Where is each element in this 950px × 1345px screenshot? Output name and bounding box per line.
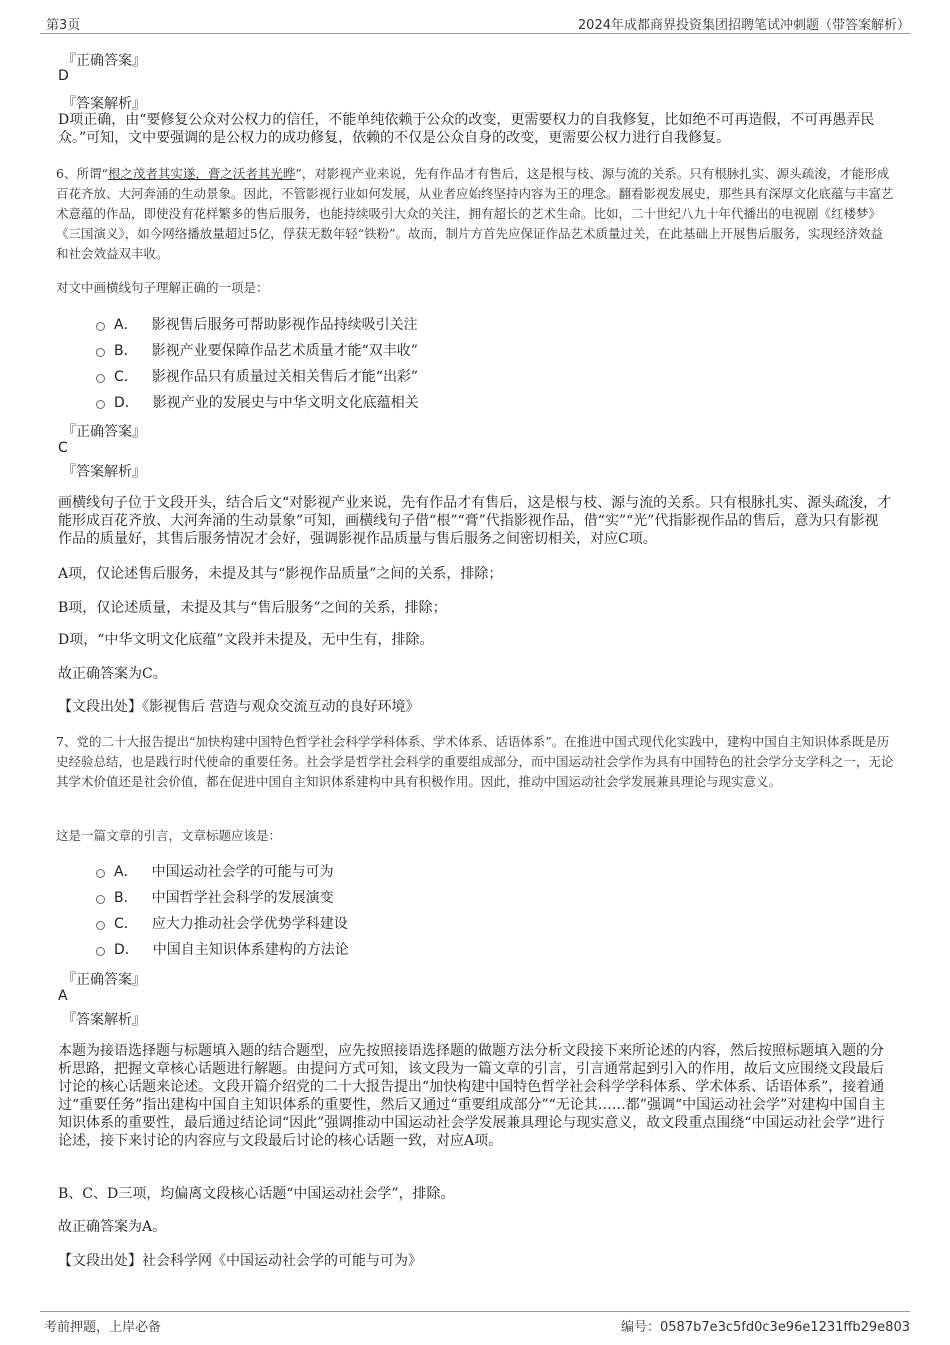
question-7-stem: 7、党的二十大报告提出“加快构建中国特色哲学社会科学学科体系、学术体系、话语体系”。在推进中国式现代化实践中，建构中国自主知识体系既是历史经验总结，也是践行时代使命的重要任务。社会学是哲学社会科学的重要组成部分，而中国运动社会学作为具有中国特色的社会学分支学科之一，无论其学术价值还是社会价值，都在促进中国自主知识体系建构中具有积极作用。因此，推动中国运动社会学发展兼具理论与现实意义。 [56,734,894,789]
analysis-label: 『答案解析』 [62,96,146,112]
analysis-text: D项正确，由“要修复公众对公权力的信任，不能单纯依赖于公众的改变，更需要权力的自我修复，比如绝不可再造假，不可再愚弄民众。”可知，文中要强调的是公权力的成功修复，依赖的不仅是公众自身的改变，更需要公权力进行自我修复。 [58,112,875,146]
analysis-text: A项，仅论述售后服务，未提及其与“影视作品质量”之间的关系，排除； [58,566,503,582]
q7-option-b[interactable]: B． 中国哲学社会科学的发展演变 [96,887,334,907]
q6-option-d[interactable]: D． 影视产业的发展史与中华文明文化底蕴相关 [96,392,419,412]
analysis-text: 故正确答案为C。 [58,666,167,682]
radio-icon[interactable] [96,895,105,904]
analysis-text: 本题为接语选择题与标题填入题的结合题型，应先按照接语选择题的做题方法分析文段接下来所论述的内容，然后按照标题填入题的分析思路，把握文章核心话题进行解题。由提问方式可知，该文段为一篇文章的引言，引言通常起到引入的作用，故后文应围绕文段最后讨论的核心话题来论述。文段开篇介绍党的二十大报告提出“加快构建中国特色哲学社会科学学科体系、学术体系、话语体系”，接着通过“重要任务”指出建构中国自主知识体系的重要性，然后又通过“重要组成部分”“无论其……都”强调“中国运动社会学”对建构中国自主知识体系的重要性，最后通过结论词“因此”强调推动中国运动社会学发展兼具理论与现实意义，故文段重点围绕“中国运动社会学”进行论述，接下来讨论的内容应与文段最后讨论的核心话题一致，对应A项。 [58,1043,886,1149]
footer-divider [40,1311,910,1312]
document-title: 2024年成都商界投资集团招聘笔试冲刺题（带答案解析） [577,18,910,33]
document-code: 编号：0587b7e3c5fd0c3e96e1231ffb29e803 [621,1320,910,1335]
analysis-label: 『答案解析』 [62,1012,146,1028]
question-7-prompt: 这是一篇文章的引言，文章标题应该是： [56,828,282,843]
radio-icon[interactable] [96,374,105,383]
page-header [40,14,910,32]
q6-option-b[interactable]: B． 影视产业要保障作品艺术质量才能“双丰收” [96,340,418,360]
analysis-text: D项，“中华文明文化底蕴”文段并未提及，无中生有，排除。 [58,632,434,648]
radio-icon[interactable] [96,348,105,357]
answer-label: 『正确答案』 [62,972,146,988]
analysis-label: 『答案解析』 [62,464,146,480]
radio-icon[interactable] [96,322,105,331]
q7-option-d[interactable]: D． 中国自主知识体系建构的方法论 [96,939,349,959]
question-6-prompt: 对文中画横线句子理解正确的一项是： [56,280,269,295]
q6-option-c[interactable]: C． 影视作品只有质量过关相关售后才能“出彩” [96,366,418,386]
radio-icon[interactable] [96,921,105,930]
answer-value: A [58,988,68,1004]
answer-label: 『正确答案』 [62,53,146,69]
radio-icon[interactable] [96,400,105,409]
page-footer [40,1316,910,1334]
page-number: 第3页 [46,18,81,33]
radio-icon[interactable] [96,869,105,878]
analysis-text: B项，仅论述质量，未提及其与“售后服务”之间的关系，排除； [58,600,447,616]
answer-value: D [58,68,69,84]
analysis-text: B、C、D三项，均偏离文段核心话题“中国运动社会学”，排除。 [58,1186,455,1202]
header-divider [40,33,910,34]
q6-option-a[interactable]: A． 影视售后服务可帮助影视作品持续吸引关注 [96,314,418,334]
q7-option-c[interactable]: C． 应大力推动社会学优势学科建设 [96,913,348,933]
radio-icon[interactable] [96,947,105,956]
question-6-stem: 6、所谓“根之茂者其实遂，膏之沃者其光晔”，对影视产业来说，先有作品才有售后，这是根与枝、源与流的关系。只有根脉扎实、源头疏浚，才能形成百花齐放、大河奔涌的生动景象。因此，不管影视行业如何发展，从业者应始终坚持内容为王的理念。翻看影视发展史，那些具有深厚文化底蕴与丰富艺术意蕴的作品，即使没有花样繁多的售后服务，也能持续吸引大众的关注，拥有超长的艺术生命。比如，二十世纪八九十年代播出的电视剧《红楼梦》《三国演义》，如今网络播放量超过5亿，俘获无数年轻“铁粉”。故而，制片方首先应保证作品艺术质量过关，在此基础上开展售后服务，实现经济效益和社会效益双丰收。 [56,166,894,261]
source-citation: 【文段出处】《影视售后 营造与观众交流互动的良好环境》 [58,699,420,715]
footer-slogan: 考前押题，上岸必备 [44,1320,162,1335]
answer-value: C [58,440,68,456]
source-citation: 【文段出处】社会科学网《中国运动社会学的可能与可为》 [58,1253,422,1269]
q7-option-a[interactable]: A． 中国运动社会学的可能与可为 [96,861,334,881]
underlined-sentence: 根之茂者其实遂，膏之沃者其光晔 [107,166,296,181]
analysis-text: 画横线句子位于文段开头，结合后文“对影视产业来说，先有作品才有售后，这是根与枝、源与流的关系。只有根脉扎实、源头疏浚，才能形成百花齐放、大河奔涌的生动景象”可知，画横线句子借“根”“膏”代指影视作品，借“实”“光”代指影视作品的售后，意为只有影视作品的质量好，其售后服务情况才会好，强调影视作品质量与售后服务之间密切相关，对应C项。 [58,495,892,547]
answer-label: 『正确答案』 [62,424,146,440]
analysis-text: 故正确答案为A。 [58,1219,167,1235]
